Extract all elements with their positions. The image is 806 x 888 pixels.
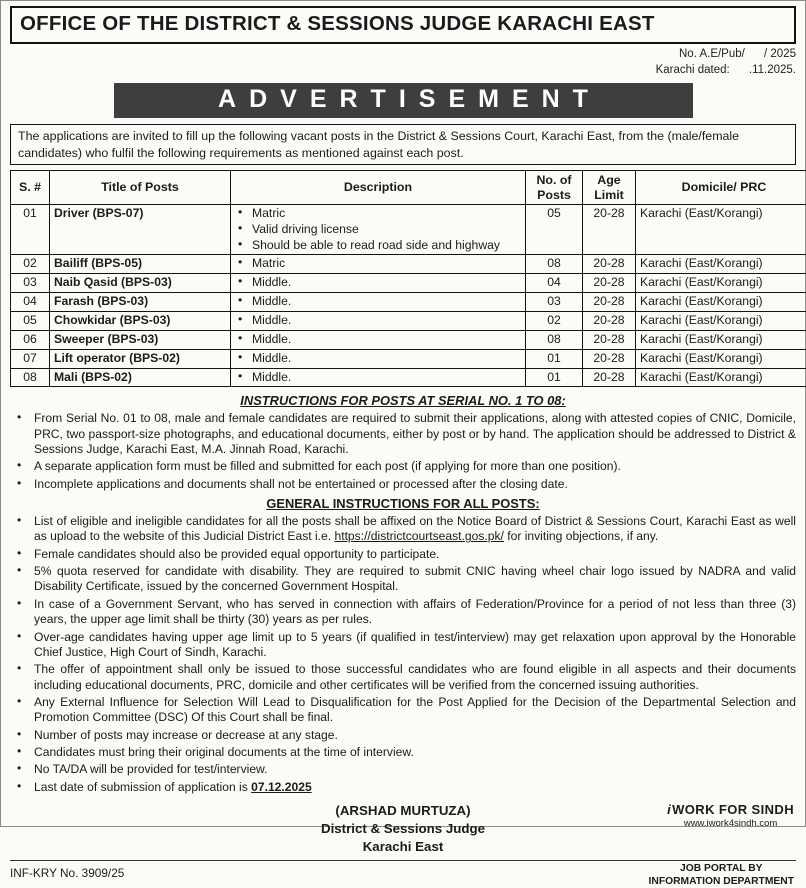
- signatory-designation: District & Sessions Judge: [321, 820, 485, 838]
- age-limit-cell: 20-28: [583, 349, 636, 368]
- list-item: • From Serial No. 01 to 08, male and female candidates are required to submit their applications, along with attested copies of CNIC, Domicile, PRC, two passport-size photographs, and educational documents, either by post or by hand. The application should be addressed to District & Sessions Judge, Karachi East, M.A. Jinnah Road, Karachi.: [10, 411, 796, 457]
- portal-credit: [649, 863, 796, 888]
- sno-cell: 02: [11, 255, 50, 274]
- description-cell: [231, 311, 526, 330]
- post-title-cell: Farash (BPS-03): [50, 293, 231, 312]
- post-title-cell: Sweeper (BPS-03): [50, 330, 231, 349]
- age-limit-cell: 20-28: [583, 368, 636, 387]
- post-title-cell: Chowkidar (BPS-03): [50, 311, 231, 330]
- domicile-cell: Karachi (East/Korangi): [636, 274, 806, 293]
- description-cell: [231, 274, 526, 293]
- list-item: • Number of posts may increase or decrease at any stage.: [10, 728, 796, 743]
- signatory-station: Karachi East: [321, 838, 485, 856]
- post-title-cell: Mali (BPS-02): [50, 368, 231, 387]
- no-of-posts-cell: 05: [526, 204, 583, 255]
- no-of-posts-cell: 04: [526, 274, 583, 293]
- list-item: • Any External Influence for Selection Will Lead to Disqualification for the Post Applied for the Decision of the Departmental Selection and Promotion Committee (DSC) Of this Court shall be final.: [10, 695, 796, 726]
- table-row: [11, 204, 806, 255]
- age-limit-cell: 20-28: [583, 311, 636, 330]
- signature-block: [321, 802, 485, 856]
- age-limit-cell: 20-28: [583, 274, 636, 293]
- description-line: • Should be able to read road side and highway: [235, 238, 521, 254]
- no-of-posts-cell: 03: [526, 293, 583, 312]
- list-item: • A separate application form must be filled and submitted for each post (if applying for more than one position).: [10, 459, 796, 474]
- no-of-posts-cell: 01: [526, 349, 583, 368]
- header-sno: S. #: [11, 171, 50, 205]
- domicile-cell: Karachi (East/Korangi): [636, 255, 806, 274]
- work-for-sindh-logo: [667, 802, 796, 830]
- description-cell: [231, 330, 526, 349]
- table-row: [11, 274, 806, 293]
- header-title-of-posts: Title of Posts: [50, 171, 231, 205]
- last-date: 07.12.2025: [251, 780, 312, 794]
- list-item: • Incomplete applications and documents shall not be entertained or processed after the closing date.: [10, 477, 796, 492]
- header-domicile-prc: Domicile/ PRC: [636, 171, 806, 205]
- table-row: [11, 255, 806, 274]
- description-cell: [231, 349, 526, 368]
- work-for-sindh-logo-icon: i: [667, 802, 671, 817]
- table-row: [11, 293, 806, 312]
- list-item: • Candidates must bring their original documents at the time of interview.: [10, 745, 796, 760]
- page-title: OFFICE OF THE DISTRICT & SESSIONS JUDGE KARACHI EAST: [20, 12, 786, 36]
- signature-row: [10, 802, 796, 856]
- description-line: • Middle.: [235, 294, 521, 310]
- list-item: • No TA/DA will be provided for test/interview.: [10, 762, 796, 777]
- description-cell: [231, 204, 526, 255]
- portal-line: INFORMATION DEPARTMENT: [649, 876, 794, 888]
- general-instructions-list: [10, 514, 796, 795]
- general-instructions-heading: GENERAL INSTRUCTIONS FOR ALL POSTS:: [10, 496, 796, 511]
- domicile-cell: Karachi (East/Korangi): [636, 293, 806, 312]
- no-of-posts-cell: 02: [526, 311, 583, 330]
- list-item: • In case of a Government Servant, who has served in connection with affairs of Federation/Province for a period of not less than three (3) years, the upper age limit shall be thirty (30) years as per rules.: [10, 597, 796, 628]
- dated-line: Karachi dated: .11.2025.: [10, 63, 796, 79]
- logo-text: WORK FOR SINDH: [672, 802, 794, 817]
- advertisement-banner: ADVERTISEMENT: [114, 83, 693, 118]
- post-title-cell: Bailiff (BPS-05): [50, 255, 231, 274]
- item-text: Last date of submission of application is: [34, 780, 251, 794]
- description-line: • Matric: [235, 256, 521, 272]
- signatory-name: (ARSHAD MURTUZA): [321, 802, 485, 820]
- domicile-cell: Karachi (East/Korangi): [636, 368, 806, 387]
- list-item: • Over-age candidates having upper age limit up to 5 years (if qualified in test/interview) may get relaxation upon approval by the Honorable Chief Justice, High Court of Sindh, Karachi.: [10, 630, 796, 661]
- header-description: Description: [231, 171, 526, 205]
- post-title-cell: Lift operator (BPS-02): [50, 349, 231, 368]
- serial-instructions-list: [10, 411, 796, 492]
- age-limit-cell: 20-28: [583, 255, 636, 274]
- reference-block: [10, 47, 796, 78]
- description-line: • Valid driving license: [235, 222, 521, 238]
- logo-wordmark: [667, 802, 794, 818]
- domicile-cell: Karachi (East/Korangi): [636, 349, 806, 368]
- website-link[interactable]: https://districtcourtseast.gos.pk/: [334, 529, 503, 543]
- no-of-posts-cell: 08: [526, 330, 583, 349]
- description-line: • Middle.: [235, 370, 521, 386]
- portal-line: JOB PORTAL BY: [649, 863, 794, 876]
- office-title-box: [10, 6, 796, 44]
- post-title-cell: Driver (BPS-07): [50, 204, 231, 255]
- no-of-posts-cell: 01: [526, 368, 583, 387]
- vacant-posts-table: [10, 170, 806, 387]
- age-limit-cell: 20-28: [583, 330, 636, 349]
- description-line: • Middle.: [235, 313, 521, 329]
- sno-cell: 06: [11, 330, 50, 349]
- header-no-of-posts: No. of Posts: [526, 171, 583, 205]
- sno-cell: 03: [11, 274, 50, 293]
- sno-cell: 07: [11, 349, 50, 368]
- description-cell: [231, 293, 526, 312]
- description-line: • Middle.: [235, 275, 521, 291]
- list-item: • Female candidates should also be provided equal opportunity to participate.: [10, 547, 796, 562]
- table-row: [11, 330, 806, 349]
- list-item: • 5% quota reserved for candidate with disability. They are required to submit CNIC having wheel chair logo issued by NADRA and valid Disability Certificate, issued by the concerned Government Hospital.: [10, 564, 796, 595]
- age-limit-cell: 20-28: [583, 204, 636, 255]
- domicile-cell: Karachi (East/Korangi): [636, 204, 806, 255]
- sno-cell: 05: [11, 311, 50, 330]
- description-cell: [231, 368, 526, 387]
- description-line: • Matric: [235, 206, 521, 222]
- table-row: [11, 311, 806, 330]
- table-row: [11, 368, 806, 387]
- description-cell: [231, 255, 526, 274]
- item-text: List of eligible and ineligible candidates for all the posts shall be affixed on the Notice Board of District & Sessions Court, Karachi East as well as upload to the website of this Judicial District East i.e.: [34, 514, 796, 543]
- footer-bar: [10, 860, 796, 888]
- reference-number: No. A.E/Pub/ / 2025: [10, 47, 796, 63]
- domicile-cell: Karachi (East/Korangi): [636, 330, 806, 349]
- serial-instructions-heading: INSTRUCTIONS FOR POSTS AT SERIAL NO. 1 TO 08:: [10, 393, 796, 408]
- sno-cell: 04: [11, 293, 50, 312]
- item-text: for inviting objections, if any.: [504, 529, 658, 543]
- intro-paragraph-box: [10, 124, 796, 165]
- age-limit-cell: 20-28: [583, 293, 636, 312]
- no-of-posts-cell: 08: [526, 255, 583, 274]
- table-header-row: [11, 171, 806, 205]
- table-row: [11, 349, 806, 368]
- intro-text: The applications are invited to fill up the following vacant posts in the District & Sessions Court, Karachi East, from the (male/female candidates) who fulfil the following requirements as mentioned against each post.: [18, 129, 739, 160]
- logo-website: www.iwork4sindh.com: [667, 818, 794, 830]
- domicile-cell: Karachi (East/Korangi): [636, 311, 806, 330]
- list-item: [10, 514, 796, 545]
- post-title-cell: Naib Qasid (BPS-03): [50, 274, 231, 293]
- description-line: • Middle.: [235, 332, 521, 348]
- description-line: • Middle.: [235, 351, 521, 367]
- sno-cell: 01: [11, 204, 50, 255]
- header-age-limit: Age Limit: [583, 171, 636, 205]
- list-item: • The offer of appointment shall only be issued to those successful candidates who are found eligible in all aspects and their documents including educational documents, PRC, domicile and other certificates will be verified from the concerned issuing authorities.: [10, 662, 796, 693]
- sno-cell: 08: [11, 368, 50, 387]
- inf-number: INF-KRY No. 3909/25: [10, 863, 124, 880]
- last-date-item: [10, 780, 796, 795]
